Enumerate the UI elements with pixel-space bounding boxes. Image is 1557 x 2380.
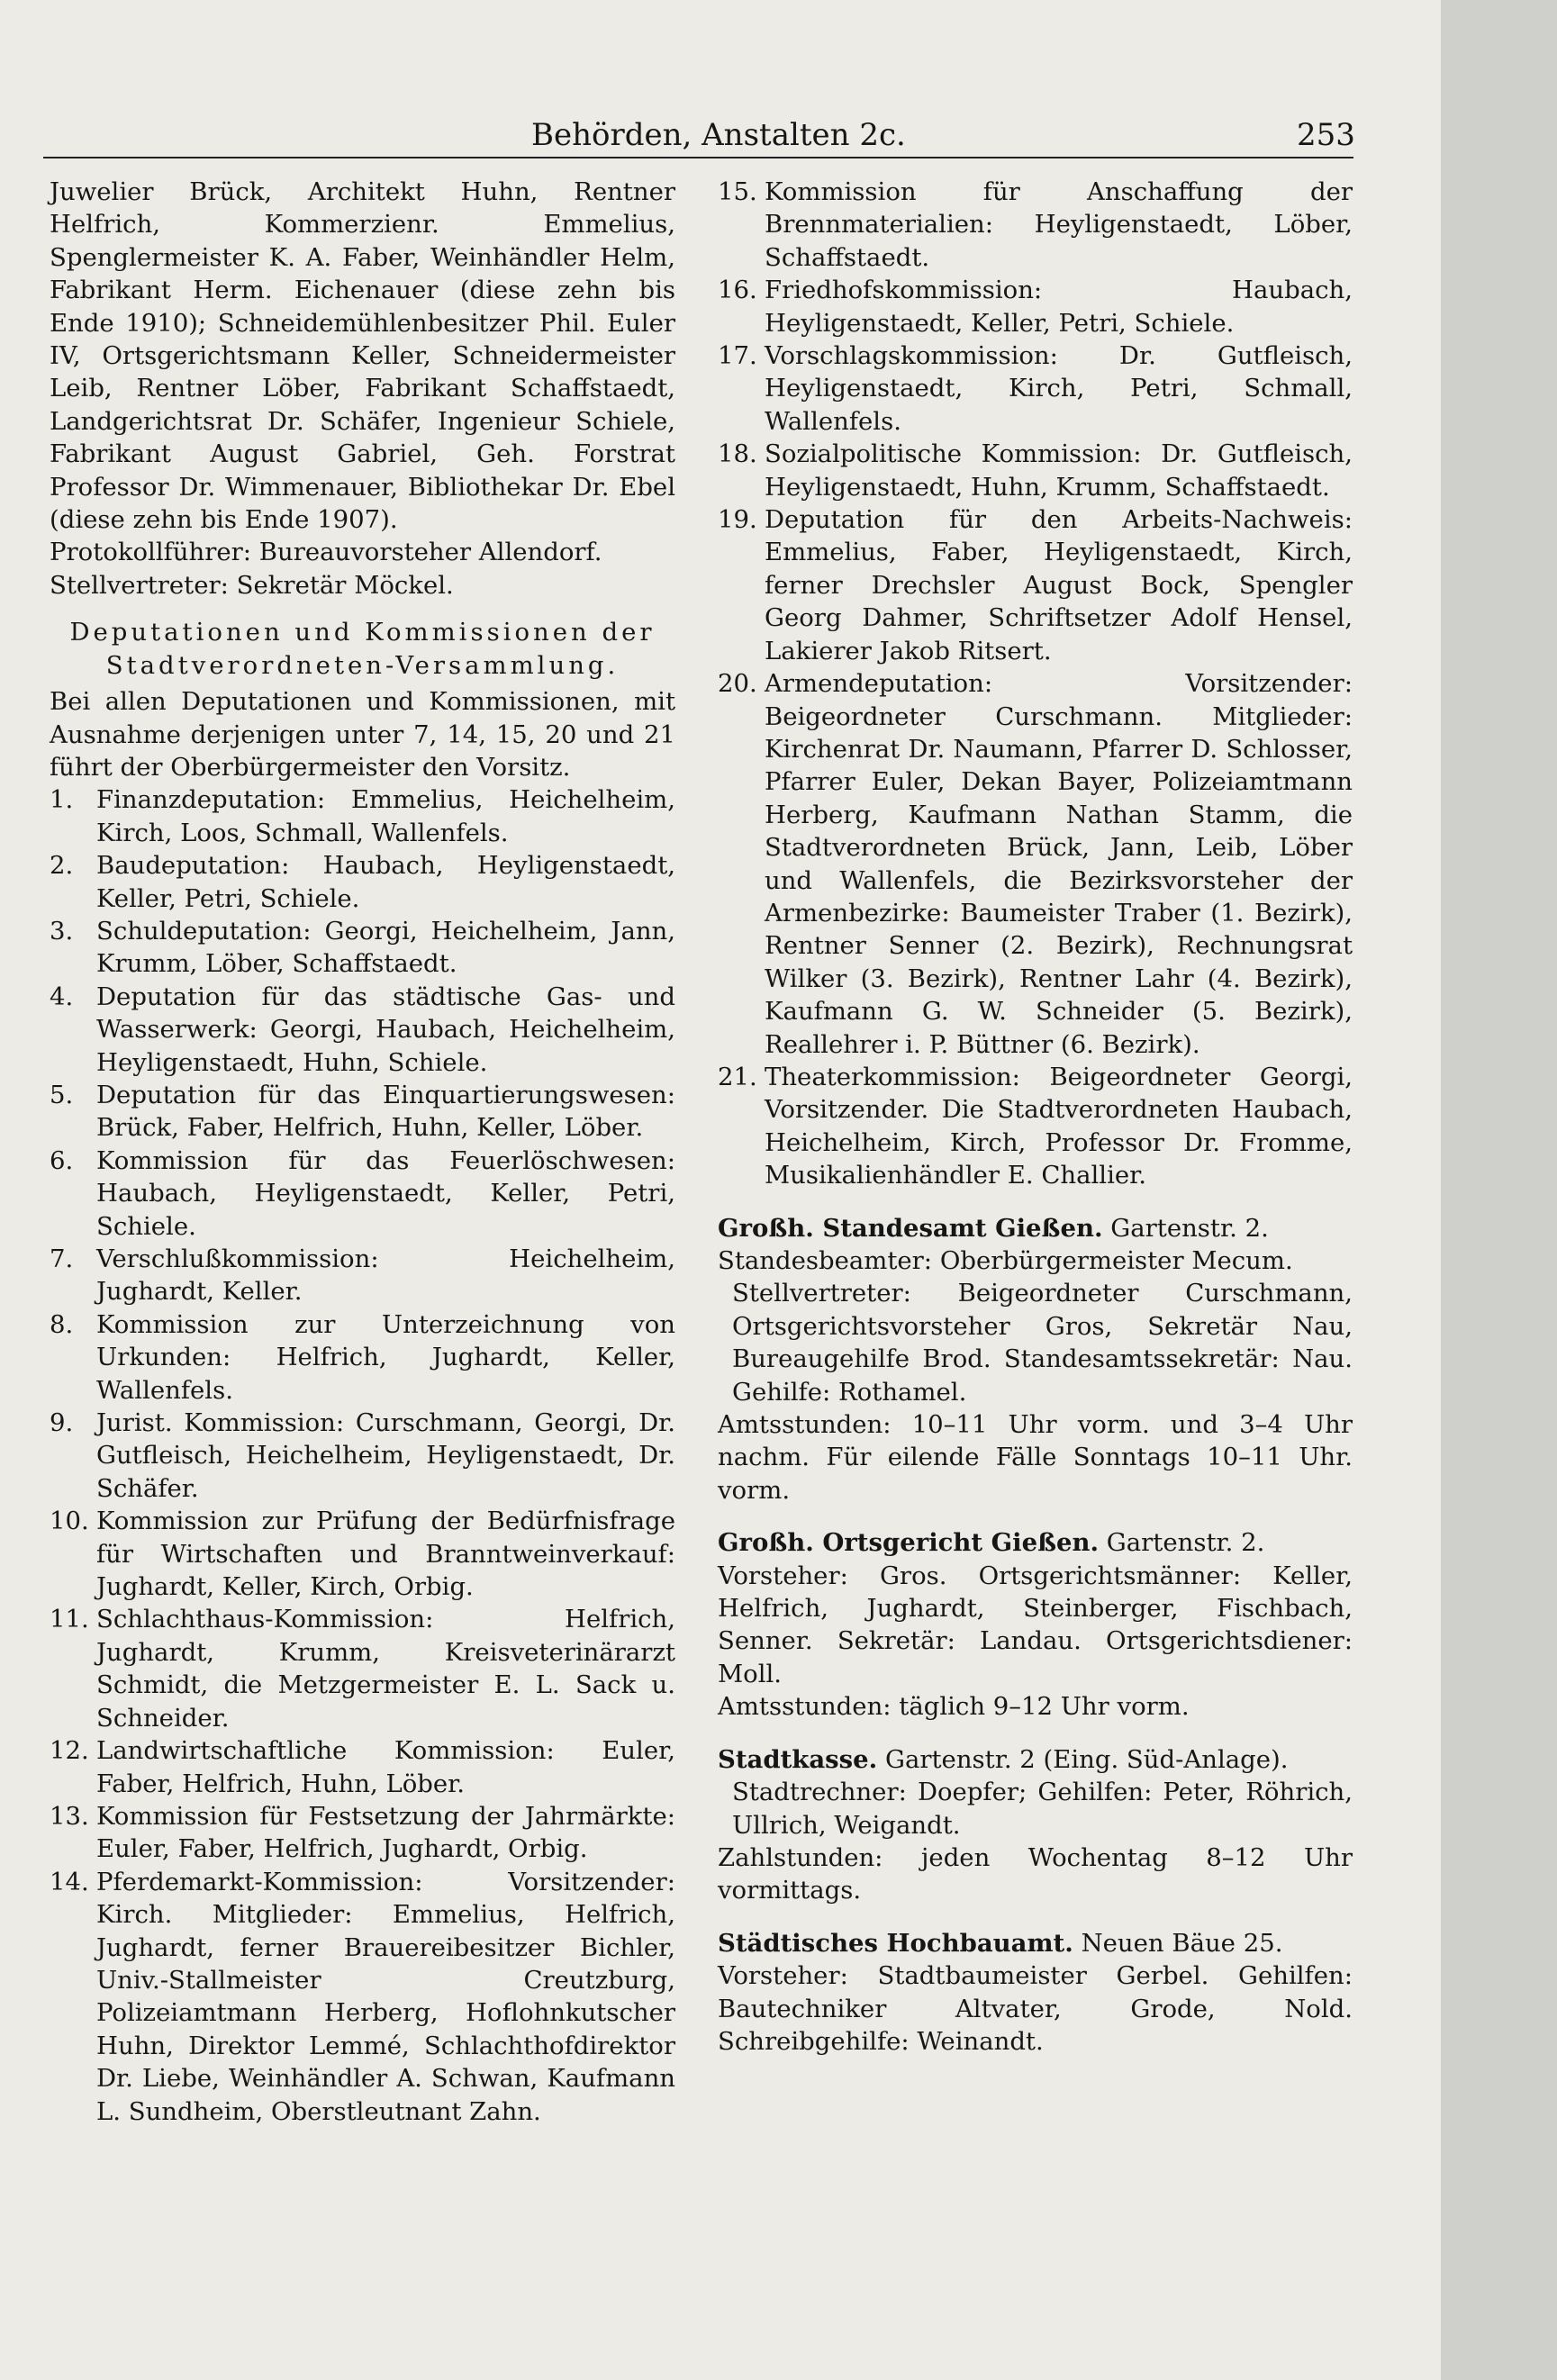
- item-number: 7.: [50, 1244, 74, 1273]
- list-item: [718, 339, 1353, 438]
- left-column: [50, 176, 675, 2128]
- list-item: [50, 1079, 675, 1145]
- item-text: Verschlußkommission: Heichelheim, Jughardt, Keller.: [96, 1244, 675, 1307]
- hochbauamt-title: Städtisches Hochbauamt.: [718, 1928, 1073, 1958]
- list-item: [50, 849, 675, 915]
- item-text: Deputation für den Arbeits-Nachweis: Emmelius, Faber, Heyligenstaedt, Kirch, ferner Drechsler August Bock, Spengler Georg Dahmer, Schriftsetzer Adolf Hensel, Lakierer Jakob Ritsert.: [765, 505, 1353, 665]
- item-number: 20.: [718, 669, 757, 699]
- item-number: 1.: [50, 785, 74, 815]
- list-item: [718, 274, 1353, 339]
- stadtkasse-address: Gartenstr. 2 (Eing. Süd-Anlage).: [884, 1744, 1289, 1774]
- ortsgericht-vorsteher: Vorsteher: Gros. Ortsgerichtsmänner: Keller, Helfrich, Jughardt, Steinberger, Fischbach, Senner. Sekretär: Landau. Ortsgerichtsdiener: Moll.: [718, 1561, 1353, 1688]
- item-number: 9.: [50, 1408, 74, 1438]
- item-number: 17.: [718, 341, 757, 371]
- item-text: Baudeputation: Haubach, Heyligenstaedt, Keller, Petri, Schiele.: [96, 851, 675, 913]
- item-number: 12.: [50, 1736, 89, 1766]
- header-rule: [43, 157, 1353, 158]
- list-item: [50, 783, 675, 849]
- item-text: Schuldeputation: Georgi, Heichelheim, Jann, Krumm, Löber, Schaffstaedt.: [96, 916, 675, 979]
- deputations-heading: Deputationen und Kommissionen der Stadtverordneten-Versammlung.: [69, 618, 656, 680]
- stadtkasse-hours: Zahlstunden: jeden Wochentag 8–12 Uhr vormittags.: [718, 1842, 1353, 1905]
- item-number: 14.: [50, 1867, 89, 1896]
- item-number: 2.: [50, 851, 74, 881]
- item-text: Deputation für das städtische Gas- und Wasserwerk: Georgi, Haubach, Heichelheim, Heyligenstaedt, Huhn, Schiele.: [96, 982, 675, 1077]
- hochbauamt-address: Neuen Bäue 25.: [1081, 1928, 1283, 1958]
- stadtkasse-section: [718, 1743, 1353, 1907]
- item-text: Schlachthaus-Kommission: Helfrich, Jughardt, Krumm, Kreisveterinärarzt Schmidt, die Metzgermeister E. L. Sack u. Schneider.: [96, 1605, 675, 1733]
- page-number: 253: [1297, 117, 1355, 153]
- list-item: [50, 1505, 675, 1603]
- list-item: [50, 981, 675, 1079]
- item-text: Sozialpolitische Kommission: Dr. Gutfleisch, Heyligenstaedt, Huhn, Krumm, Schaffstaedt.: [765, 439, 1353, 502]
- ortsgericht-hours: Amtsstunden: täglich 9–12 Uhr vorm.: [718, 1692, 1190, 1722]
- deputations-intro: Bei allen Deputationen und Kommissionen, mit Ausnahme derjenigen unter 7, 14, 15, 20 und 21 führt der Oberbürgermeister den Vorsitz.: [50, 687, 675, 782]
- item-number: 4.: [50, 982, 74, 1011]
- list-item: [50, 1603, 675, 1734]
- list-item: [50, 1407, 675, 1505]
- item-number: 6.: [50, 1145, 74, 1175]
- item-number: 5.: [50, 1080, 74, 1109]
- item-text: Landwirtschaftliche Kommission: Euler, Faber, Helfrich, Huhn, Löber.: [96, 1736, 675, 1798]
- item-text: Pferdemarkt-Kommission: Vorsitzender: Kirch. Mitglieder: Emmelius, Helfrich, Jughardt, ferner Brauereibesitzer Bichler, Univ.-Stallmeister Creutzburg, Polizeiamtmann Herberg, Hoflohnkutscher Huhn, Direktor Lemmé, Schlachthofdirektor Dr. Liebe, Weinhändler A. Schwan, Kaufmann L. Sundheim, Oberstleutnant Zahn.: [96, 1867, 675, 2126]
- item-text: Kommission für das Feuerlöschwesen: Haubach, Heyligenstaedt, Keller, Petri, Schiele.: [96, 1145, 675, 1241]
- item-number: 10.: [50, 1507, 89, 1536]
- item-number: 18.: [718, 439, 757, 469]
- ortsgericht-section: [718, 1526, 1353, 1723]
- stadtkasse-staff: Stadtrechner: Doepfer; Gehilfen: Peter, Röhrich, Ullrich, Weigandt.: [732, 1778, 1353, 1840]
- item-text: Armendeputation: Vorsitzender: Beigeordneter Curschmann. Mitglieder: Kirchenrat Dr. Naumann, Pfarrer D. Schlosser, Pfarrer Euler, Dekan Bayer, Polizeiamtmann Herberg, Kaufmann Nathan Stamm, die Stadtverordneten Brück, Jann, Leib, Löber und Wallenfels, die Bezirksvorsteher der Armenbezirke: Baumeister Traber (1. Bezirk), Rentner Senner (2. Bezirk), Rechnungsrat Wilker (3. Bezirk), Rentner Lahr (4. Bezirk), Kaufmann G. W. Schneider (5. Bezirk), Reallehrer i. P. Büttner (6. Bezirk).: [765, 669, 1353, 1059]
- item-text: Vorschlagskommission: Dr. Gutfleisch, Heyligenstaedt, Kirch, Petri, Schmall, Wallenfels.: [765, 341, 1353, 436]
- list-item: [718, 1061, 1353, 1192]
- stadtkasse-title: Stadtkasse.: [718, 1744, 878, 1774]
- item-number: 19.: [718, 505, 757, 535]
- hochbauamt-section: [718, 1927, 1353, 2059]
- list-item: [718, 176, 1353, 274]
- running-title: Behörden, Anstalten 2c.: [531, 117, 906, 153]
- item-number: 15.: [718, 177, 757, 206]
- item-number: 16.: [718, 276, 757, 305]
- item-text: Jurist. Kommission: Curschmann, Georgi, Dr. Gutfleisch, Heichelheim, Heyligenstaedt, Dr. Schäfer.: [96, 1408, 675, 1503]
- members-list: Juwelier Brück, Architekt Huhn, Rentner Helfrich, Kommerzienr. Emmelius, Spenglermeister K. A. Faber, Weinhändler Helm, Fabrikant Herm. Eichenauer (diese zehn bis Ende 1910); Schneidemühlenbesitzer Phil. Euler IV, Ortsgerichtsmann Keller, Schneidermeister Leib, Rentner Löber, Fabrikant Schaffstaedt, Landgerichtsrat Dr. Schäfer, Ingenieur Schiele, Fabrikant August Gabriel, Geh. Forstrat Professor Dr. Wimmenauer, Bibliothekar Dr. Ebel (diese zehn bis Ende 1907).: [50, 177, 675, 535]
- item-text: Finanzdeputation: Emmelius, Heichelheim, Kirch, Loos, Schmall, Wallenfels.: [96, 785, 675, 847]
- standesamt-address: Gartenstr. 2.: [1110, 1213, 1269, 1243]
- item-text: Theaterkommission: Beigeordneter Georgi, Vorsitzender. Die Stadtverordneten Haubach, Heichelheim, Kirch, Professor Dr. Fromme, Musikalienhändler E. Challier.: [765, 1062, 1353, 1190]
- item-text: Kommission zur Unterzeichnung von Urkunden: Helfrich, Jughardt, Keller, Wallenfels.: [96, 1309, 675, 1405]
- list-item: [50, 1866, 675, 2128]
- page-edge: [1441, 0, 1557, 2380]
- standesamt-vertreter: Stellvertreter: Beigeordneter Curschmann, Ortsgerichtsvorsteher Gros, Sekretär Nau, Bureaugehilfe Brod. Standesamtssekretär: Nau. Gehilfe: Rothamel.: [732, 1279, 1353, 1407]
- standesamt-beamter: Standesbeamter: Oberbürgermeister Mecum.: [718, 1246, 1293, 1275]
- item-number: 13.: [50, 1801, 89, 1831]
- list-item: [50, 1243, 675, 1308]
- list-item: [50, 1800, 675, 1866]
- list-item: [718, 503, 1353, 667]
- list-item: [50, 1145, 675, 1243]
- item-text: Deputation für das Einquartierungswesen: Brück, Faber, Helfrich, Huhn, Keller, Löber.: [96, 1080, 675, 1143]
- item-text: Kommission für Festsetzung der Jahrmärkte: Euler, Faber, Helfrich, Jughardt, Orbig.: [96, 1801, 675, 1864]
- right-column: [718, 176, 1353, 2058]
- list-item: [50, 915, 675, 981]
- left-item-list: [50, 783, 675, 2128]
- protocol-line: Protokollführer: Bureauvorsteher Allendorf.: [50, 538, 602, 567]
- list-item: [718, 667, 1353, 1061]
- right-item-list: [718, 176, 1353, 1192]
- item-number: 3.: [50, 916, 74, 946]
- list-item: [50, 1308, 675, 1407]
- page-header: [0, 108, 1355, 162]
- ortsgericht-title: Großh. Ortsgericht Gießen.: [718, 1528, 1100, 1558]
- standesamt-section: [718, 1212, 1353, 1507]
- standesamt-hours: Amtsstunden: 10–11 Uhr vorm. und 3–4 Uhr nachm. Für eilende Fälle Sonntags 10–11 Uhr. vorm.: [718, 1410, 1353, 1505]
- hochbauamt-staff: Vorsteher: Stadtbaumeister Gerbel. Gehilfen: Bautechniker Altvater, Grode, Nold. Schreibgehilfe: Weinandt.: [718, 1961, 1353, 2056]
- standesamt-title: Großh. Standesamt Gießen.: [718, 1213, 1103, 1243]
- list-item: [50, 1734, 675, 1800]
- deputy-line: Stellvertreter: Sekretär Möckel.: [50, 570, 454, 600]
- ortsgericht-address: Gartenstr. 2.: [1106, 1528, 1265, 1558]
- item-number: 8.: [50, 1309, 74, 1339]
- item-text: Friedhofskommission: Haubach, Heyligenstaedt, Keller, Petri, Schiele.: [765, 276, 1353, 338]
- list-item: [718, 438, 1353, 503]
- item-text: Kommission für Anschaffung der Brennmaterialien: Heyligenstaedt, Löber, Schaffstaedt.: [765, 177, 1353, 272]
- item-text: Kommission zur Prüfung der Bedürfnisfrage für Wirtschaften und Branntweinverkauf: Jughardt, Keller, Kirch, Orbig.: [96, 1507, 675, 1602]
- item-number: 21.: [718, 1062, 757, 1091]
- item-number: 11.: [50, 1605, 89, 1634]
